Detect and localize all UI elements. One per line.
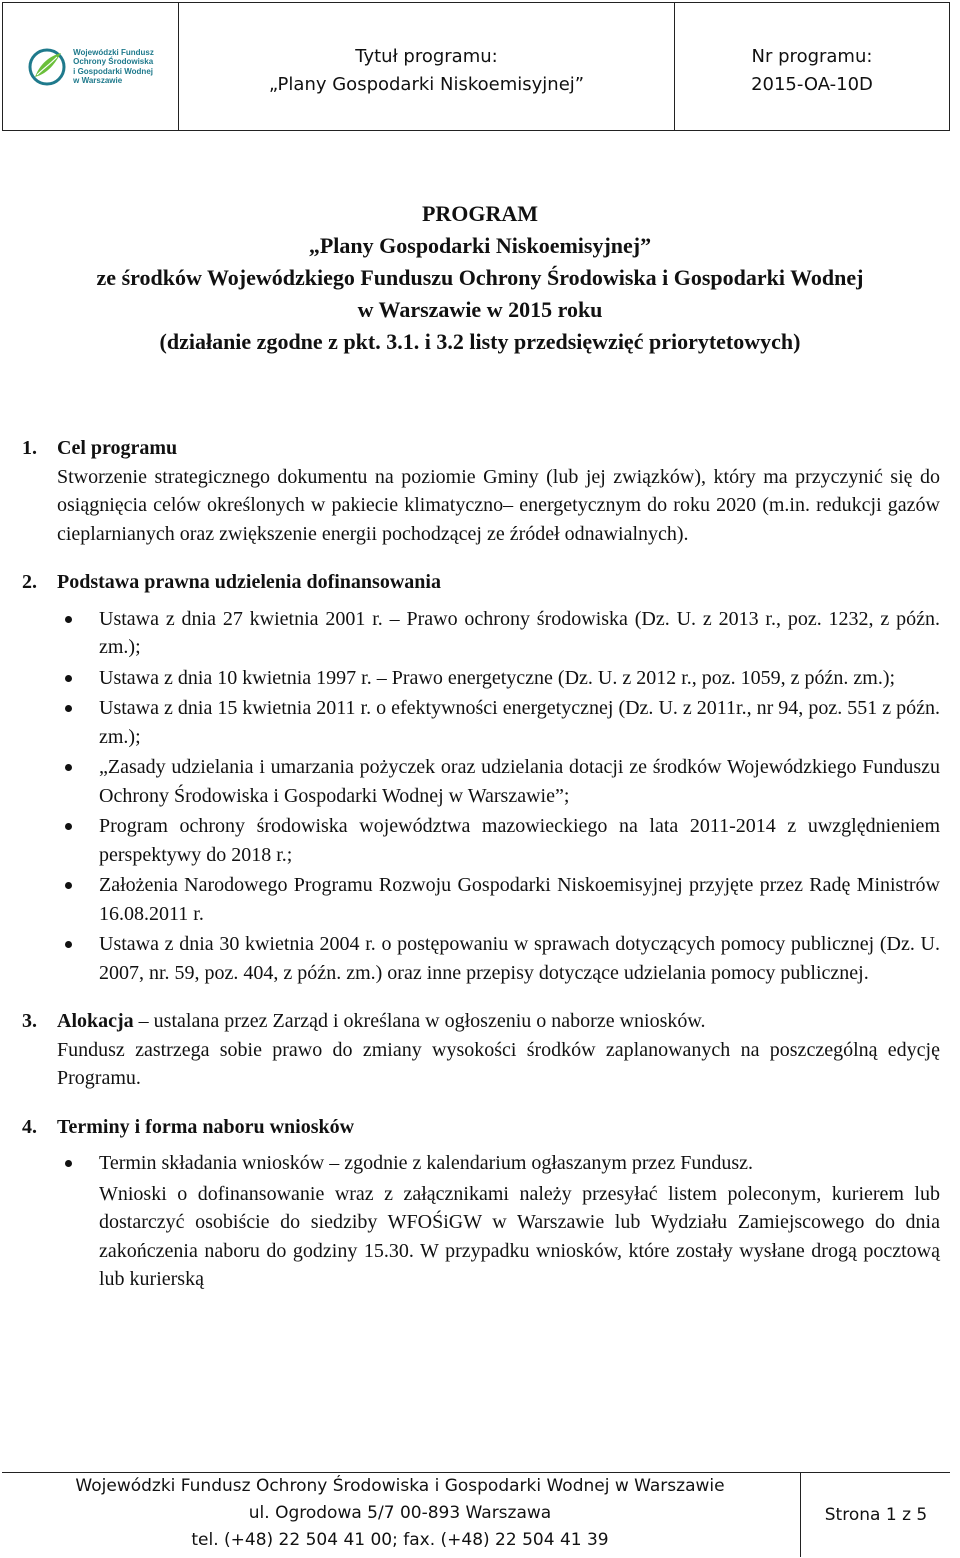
section-title: Terminy i forma naboru wniosków [57,1115,355,1138]
section-3-heading-rest: – ustalana przez Zarząd i określana w ogłoszeniu o naborze wniosków. [133,1010,706,1032]
title-line: (działanie zgodne z pkt. 3.1. i 3.2 listy przedsięwzięć priorytetowych) [159,329,801,354]
logo-text-line: i Gospodarki Wodnej [73,66,153,76]
page-number [800,1473,951,1557]
program-number-cell [675,3,949,130]
section-1-body: Stworzenie strategicznego dokumentu na poziomie Gminy (lub jej związków), który ma przyczynić się do osiągnięcia celów określonych w pakiecie klimatyczno– energetycznym do roku 2020 (m.in. redukcji gazów cieplarnianych oraz zwiększenie energii pochodzącej ze źródeł odnawialnych). [57,465,940,545]
section-number: 2. [22,571,37,593]
title-line: „Plany Gospodarki Niskoemisyjnej” [308,233,652,258]
section-3-body: Fundusz zastrzega sobie prawo do zmiany wysokości środków zaplanowanych na poszczególną edycję Programu. [57,1038,940,1089]
list-item: „Zasady udzielania i umarzania pożyczek oraz udzielania dotacji ze środków Wojewódzkiego Funduszu Ochrony Środowiska i Gospodarki Wodnej w Warszawie”; [22,753,940,810]
title-line: PROGRAM [421,201,539,226]
page-total: 5 [916,1504,928,1525]
section-title: Cel programu [57,437,178,459]
list-item: Założenia Narodowego Programu Rozwoju Gospodarki Niskoemisyjnej przyjęte przez Radę Ministrów 16.08.2011 r. [22,871,940,928]
section-number: 4. [22,1115,37,1138]
footer-address [2,1473,798,1554]
wfosigw-logo-icon [27,43,67,91]
logo-text [73,48,154,86]
footer-line: tel. (+48) 22 504 41 00; fax. (+48) 22 504 41 39 [191,1530,609,1550]
footer-line: Wojewódzki Fundusz Ochrony Środowiska i Gospodarki Wodnej w Warszawie [75,1476,725,1496]
title-line: ze środków Wojewódzkiego Funduszu Ochrony Środowiska i Gospodarki Wodnej [96,265,864,290]
document-title [0,198,960,358]
list-item: Ustawa z dnia 27 kwietnia 2001 r. – Prawo ochrony środowiska (Dz. U. z 2013 r., poz. 1232, z późn. zm.); [22,605,940,662]
logo-text-line: Ochrony Środowiska [73,57,154,66]
list-item: Ustawa z dnia 30 kwietnia 2004 r. o postępowaniu w sprawach dotyczących pomocy publicznej (Dz. U. 2007, nr. 59, poz. 404, z późn. zm.) oraz inne przepisy dotyczące udzielania pomocy publicznej. [22,930,940,987]
section-3-heading [22,1007,940,1036]
footer-line: ul. Ogrodowa 5/7 00-893 Warszawa [248,1503,552,1523]
logo-text-line: Wojewódzki Fundusz [73,47,154,57]
document-body [22,434,940,1294]
program-title-cell [179,3,675,130]
program-title-label: Tytuł programu: [355,46,498,67]
list-item-continuation: Wnioski o dofinansowanie wraz z załącznikami należy przesyłać listem poleconym, kurierem lub dostarczyć osobiście do siedziby WFOŚiGW w Warszawie lub Wydziału Zamiejscowego do dnia zakończenia naboru do godziny 15.30. W przypadku wniosków, które zostały wysłane drogą pocztową lub kurierską [99,1182,940,1290]
title-line: w Warszawie w 2015 roku [357,297,603,322]
section-number: 3. [22,1010,37,1032]
program-title-value: „Plany Gospodarki Niskoemisyjnej” [268,74,585,95]
list-item: Termin składania wniosków – zgodnie z kalendarium ogłaszanym przez Fundusz. [22,1149,940,1178]
section-1-heading [22,434,940,463]
list-item: Ustawa z dnia 15 kwietnia 2011 r. o efektywności energetycznej (Dz. U. z 2011r., nr 94, poz. 551 z późn. zm.); [22,694,940,751]
logo-cell [3,3,179,130]
section-title: Podstawa prawna udzielenia dofinansowania [57,571,441,593]
program-number-label: Nr programu: [751,46,873,67]
section-2-heading [22,568,940,597]
section-number: 1. [22,437,37,459]
page-current: 1 [885,1504,897,1525]
section-4-heading [22,1113,940,1142]
list-item: Program ochrony środowiska województwa mazowieckiego na lata 2011-2014 z uwzględnieniem perspektywy do 2018 r.; [22,812,940,869]
logo-text-line: w Warszawie [73,76,123,85]
program-number-value: 2015-OA-10D [751,74,873,95]
page-footer [2,1472,950,1557]
section-title: Alokacja [57,1010,134,1032]
page-label: Strona [824,1504,881,1525]
list-item: Ustawa z dnia 10 kwietnia 1997 r. – Prawo energetyczne (Dz. U. z 2012 r., poz. 1059, z późn. zm.); [22,664,940,693]
header-box [2,2,950,131]
page-sep: z [902,1504,911,1525]
